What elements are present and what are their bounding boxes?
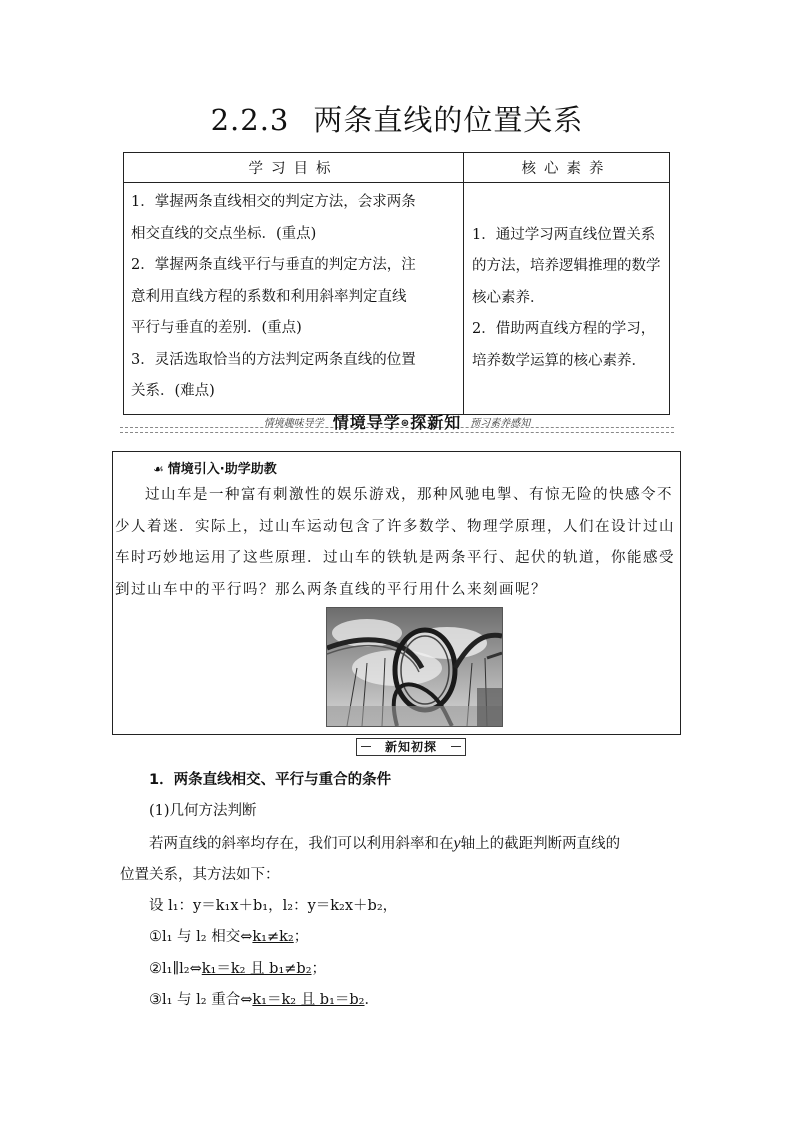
section-number: 2.2.3 xyxy=(210,103,290,137)
intro-paragraph xyxy=(115,480,677,606)
intro-line: 车时巧妙地运用了这些原理．过山车的铁轨是两条平行、起伏的轨道，你能感受 xyxy=(115,550,675,566)
section-banner xyxy=(120,410,674,436)
case-suffix: ． xyxy=(364,992,379,1009)
case-prefix: ②l₁∥l₂⇔ xyxy=(149,960,202,977)
header-learning-goals: 学习目标 xyxy=(124,153,464,183)
literacy-line: 的方法，培养逻辑推理的数学 xyxy=(472,258,661,274)
body-content xyxy=(120,765,676,1016)
goal-line: 3．灵活选取恰当的方法判定两条直线的位置 xyxy=(131,351,416,368)
case-answer: k₁≠k₂ xyxy=(252,929,294,946)
heading-geometric-method: (1)几何方法判断 xyxy=(149,803,257,820)
header-core-literacy: 核心素养 xyxy=(464,153,670,183)
goal-line: 相交直线的交点坐标．(重点) xyxy=(131,225,317,242)
learning-goals-cell xyxy=(124,183,464,415)
goals-table xyxy=(123,152,670,415)
case-suffix: ； xyxy=(293,929,309,946)
case-prefix: ①l₁ 与 l₂ 相交⇔ xyxy=(149,929,253,946)
intro-line: 到过山车中的平行吗？那么两条直线的平行用什么来刻画呢？ xyxy=(115,581,547,598)
intro-heading-text: 情境引入·助学助教 xyxy=(167,462,277,477)
core-literacy-cell xyxy=(464,183,670,415)
setup-equations: 设 l₁：y＝k₁x＋b₁，l₂：y＝k₂x＋b₂， xyxy=(149,898,398,915)
page-title xyxy=(0,98,794,139)
goal-line: 意利用直线方程的系数和利用斜率判定直线 xyxy=(131,288,407,305)
variable-y: y xyxy=(453,834,461,852)
banner-arrow-icon: ⊛ xyxy=(400,418,411,429)
banner-small-left: 情境趣味导学 xyxy=(263,418,324,429)
case-suffix: ； xyxy=(311,960,327,977)
banner-title-left: 情境导学 xyxy=(332,413,401,432)
literacy-line: 2．借助两直线方程的学习， xyxy=(472,321,656,337)
intro-icon: ☙ xyxy=(153,462,164,476)
goal-line: 关系．(难点) xyxy=(131,383,215,399)
case-parallel xyxy=(120,954,676,985)
title-text: 两条直线的位置关系 xyxy=(313,103,584,137)
goal-line: 平行与垂直的差别．(重点) xyxy=(131,320,302,336)
paragraph-line: 位置关系，其方法如下： xyxy=(120,866,280,883)
case-coincide xyxy=(120,985,676,1016)
case-answer: k₁＝k₂ 且 b₁＝b₂ xyxy=(252,992,365,1009)
intro-heading xyxy=(153,458,277,477)
roller-coaster-photo xyxy=(326,607,503,727)
paragraph-line xyxy=(120,828,676,860)
case-intersect xyxy=(120,922,676,953)
case-prefix: ③l₁ 与 l₂ 重合⇔ xyxy=(149,992,253,1009)
case-answer: k₁＝k₂ 且 b₁≠b₂ xyxy=(201,960,312,977)
literacy-line: 1．通过学习两直线位置关系 xyxy=(472,226,656,243)
literacy-line: 培养数学运算的核心素养． xyxy=(472,352,646,369)
section-label-new-knowledge: 新知初探 xyxy=(356,738,466,756)
banner-small-right: 预习素养感知 xyxy=(470,418,531,429)
paragraph-text: 轴上的截距判断两直线的 xyxy=(460,835,621,852)
goal-line: 2．掌握两条直线平行与垂直的判定方法，注 xyxy=(131,257,416,273)
heading-conditions: 1．两条直线相交、平行与重合的条件 xyxy=(149,772,392,788)
intro-box xyxy=(112,451,681,735)
paragraph-text: 若两直线的斜率均存在，我们可以利用斜率和在 xyxy=(149,835,454,852)
literacy-line: 核心素养． xyxy=(472,289,545,306)
intro-line: 过山车是一种富有刺激性的娱乐游戏，那种风驰电掣、有惊无险的快感令不 xyxy=(145,487,673,503)
banner-title-right: 探新知 xyxy=(410,413,462,432)
goal-line: 1．掌握两条直线相交的判定方法，会求两条 xyxy=(131,194,416,210)
intro-line: 少人着迷．实际上，过山车运动包含了许多数学、物理学原理，人们在设计过山 xyxy=(115,518,675,535)
